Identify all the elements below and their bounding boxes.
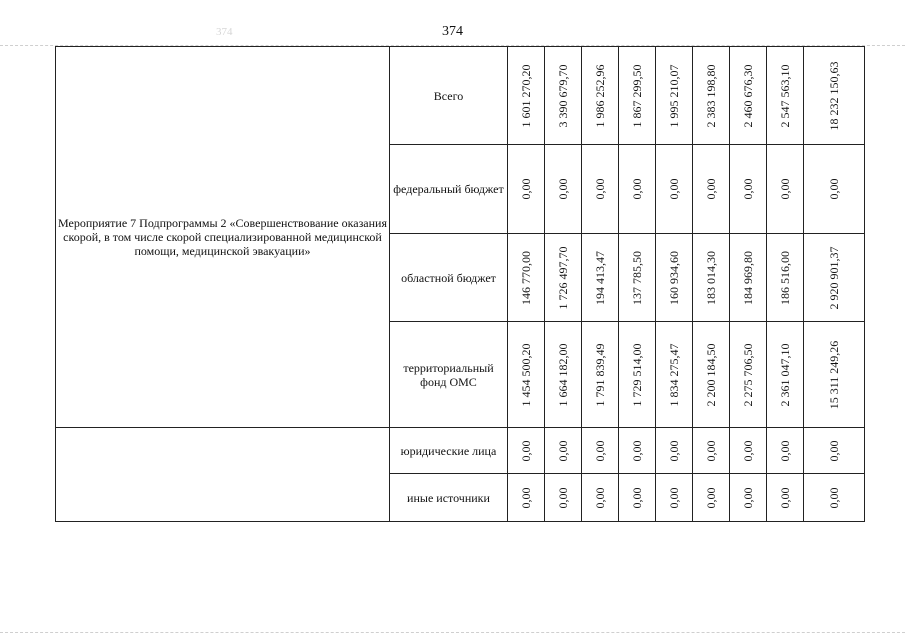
- amount-value: 186 516,00: [778, 250, 792, 305]
- amount-cell: [693, 474, 730, 522]
- amount-value: 0,00: [667, 440, 681, 461]
- amount-cell: [730, 234, 767, 322]
- amount-value: 184 969,80: [741, 250, 755, 305]
- amount-cell: [730, 145, 767, 234]
- amount-cell: [508, 322, 545, 428]
- amount-cell: [804, 474, 865, 522]
- amount-cell: [545, 145, 582, 234]
- amount-value: 1 726 497,70: [556, 246, 570, 309]
- amount-cell: [508, 474, 545, 522]
- amount-cell: [730, 47, 767, 145]
- amount-cell: [545, 428, 582, 474]
- amount-cell: [508, 47, 545, 145]
- table-row: [56, 428, 865, 474]
- amount-cell: [693, 322, 730, 428]
- amount-cell: [730, 474, 767, 522]
- amount-value: 15 311 249,26: [827, 340, 841, 409]
- amount-value: 0,00: [704, 178, 718, 200]
- amount-value: 18 232 150,63: [827, 61, 841, 130]
- funding-source-label: иные источники: [390, 474, 508, 522]
- amount-value: 0,00: [827, 440, 841, 461]
- amount-cell: [656, 474, 693, 522]
- amount-cell: [804, 47, 865, 145]
- amount-value: 2 200 184,50: [704, 343, 718, 406]
- amount-value: 146 770,00: [519, 250, 533, 305]
- amount-value: 0,00: [519, 487, 533, 508]
- amount-cell: [582, 428, 619, 474]
- amount-value: 0,00: [741, 178, 755, 200]
- funding-source-label: Всего: [390, 47, 508, 145]
- amount-value: 0,00: [556, 178, 570, 200]
- amount-value: 0,00: [741, 440, 755, 461]
- amount-cell: [619, 428, 656, 474]
- amount-value: 1 729 514,00: [630, 343, 644, 406]
- amount-cell: [508, 428, 545, 474]
- amount-cell: [767, 234, 804, 322]
- amount-value: 3 390 679,70: [556, 64, 570, 127]
- amount-cell: [545, 234, 582, 322]
- amount-value: 0,00: [741, 487, 755, 508]
- amount-cell: [656, 47, 693, 145]
- amount-cell: [619, 145, 656, 234]
- amount-cell: [508, 234, 545, 322]
- amount-value: 0,00: [778, 440, 792, 461]
- funding-source-label: юридические лица: [390, 428, 508, 474]
- amount-value: 0,00: [593, 178, 607, 200]
- amount-value: 0,00: [704, 487, 718, 508]
- funding-table: [55, 46, 865, 522]
- amount-cell: [582, 234, 619, 322]
- amount-cell: [804, 145, 865, 234]
- funding-source-label: территориальный фонд ОМС: [390, 322, 508, 428]
- amount-cell: [582, 474, 619, 522]
- amount-cell: [804, 234, 865, 322]
- amount-value: 0,00: [704, 440, 718, 461]
- table-row: [56, 47, 865, 145]
- amount-cell: [767, 474, 804, 522]
- amount-value: 2 361 047,10: [778, 343, 792, 406]
- amount-value: 0,00: [778, 487, 792, 508]
- amount-cell: [767, 322, 804, 428]
- amount-value: 1 995 210,07: [667, 64, 681, 127]
- amount-value: 137 785,50: [630, 250, 644, 305]
- amount-cell: [730, 322, 767, 428]
- amount-cell: [804, 322, 865, 428]
- amount-cell: [619, 474, 656, 522]
- page-number: 374: [442, 24, 463, 39]
- empty-activity-cell: [56, 428, 390, 522]
- amount-cell: [582, 47, 619, 145]
- amount-value: 1 601 270,20: [519, 64, 533, 127]
- amount-cell: [804, 428, 865, 474]
- amount-value: 2 383 198,80: [704, 64, 718, 127]
- amount-value: 0,00: [556, 487, 570, 508]
- amount-cell: [582, 145, 619, 234]
- amount-value: 0,00: [667, 487, 681, 508]
- amount-value: 0,00: [778, 178, 792, 200]
- amount-cell: [730, 428, 767, 474]
- amount-value: 0,00: [519, 178, 533, 200]
- amount-cell: [693, 47, 730, 145]
- amount-cell: [693, 145, 730, 234]
- amount-cell: [656, 234, 693, 322]
- amount-cell: [545, 474, 582, 522]
- amount-value: 1 454 500,20: [519, 343, 533, 406]
- activity-name-cell: Мероприятие 7 Подпрограммы 2 «Совершенствование оказания скорой, в том числе скорой специализированной медицинской помощи, медицинской эвакуации»: [56, 47, 390, 428]
- amount-cell: [545, 322, 582, 428]
- amount-value: 183 014,30: [704, 250, 718, 305]
- amount-value: 0,00: [630, 178, 644, 200]
- amount-value: 0,00: [593, 440, 607, 461]
- funding-source-label: федеральный бюджет: [390, 145, 508, 234]
- amount-cell: [767, 428, 804, 474]
- amount-value: 0,00: [630, 440, 644, 461]
- amount-cell: [656, 428, 693, 474]
- amount-value: 0,00: [630, 487, 644, 508]
- amount-value: 1 986 252,96: [593, 64, 607, 127]
- amount-cell: [767, 145, 804, 234]
- amount-value: 1 664 182,00: [556, 343, 570, 406]
- amount-value: 194 413,47: [593, 250, 607, 305]
- amount-cell: [508, 145, 545, 234]
- amount-value: 1 791 839,49: [593, 343, 607, 406]
- amount-cell: [582, 322, 619, 428]
- amount-value: 1 834 275,47: [667, 343, 681, 406]
- amount-value: 2 460 676,30: [741, 64, 755, 127]
- amount-value: 160 934,60: [667, 250, 681, 305]
- amount-value: 2 920 901,37: [827, 246, 841, 309]
- amount-value: 0,00: [667, 178, 681, 200]
- scan-artifact-line: [0, 632, 905, 633]
- amount-cell: [693, 234, 730, 322]
- amount-value: 0,00: [593, 487, 607, 508]
- funding-source-label: областной бюджет: [390, 234, 508, 322]
- amount-value: 2 547 563,10: [778, 64, 792, 127]
- amount-cell: [619, 234, 656, 322]
- amount-value: 0,00: [556, 440, 570, 461]
- amount-cell: [693, 428, 730, 474]
- amount-value: 0,00: [827, 487, 841, 508]
- amount-value: 2 275 706,50: [741, 343, 755, 406]
- amount-value: 0,00: [519, 440, 533, 461]
- amount-cell: [656, 145, 693, 234]
- amount-cell: [545, 47, 582, 145]
- ghost-page-number: 374: [216, 26, 233, 38]
- amount-value: 0,00: [827, 178, 841, 200]
- amount-cell: [767, 47, 804, 145]
- amount-cell: [656, 322, 693, 428]
- amount-cell: [619, 322, 656, 428]
- amount-value: 1 867 299,50: [630, 64, 644, 127]
- funding-table-body: [56, 47, 865, 522]
- amount-cell: [619, 47, 656, 145]
